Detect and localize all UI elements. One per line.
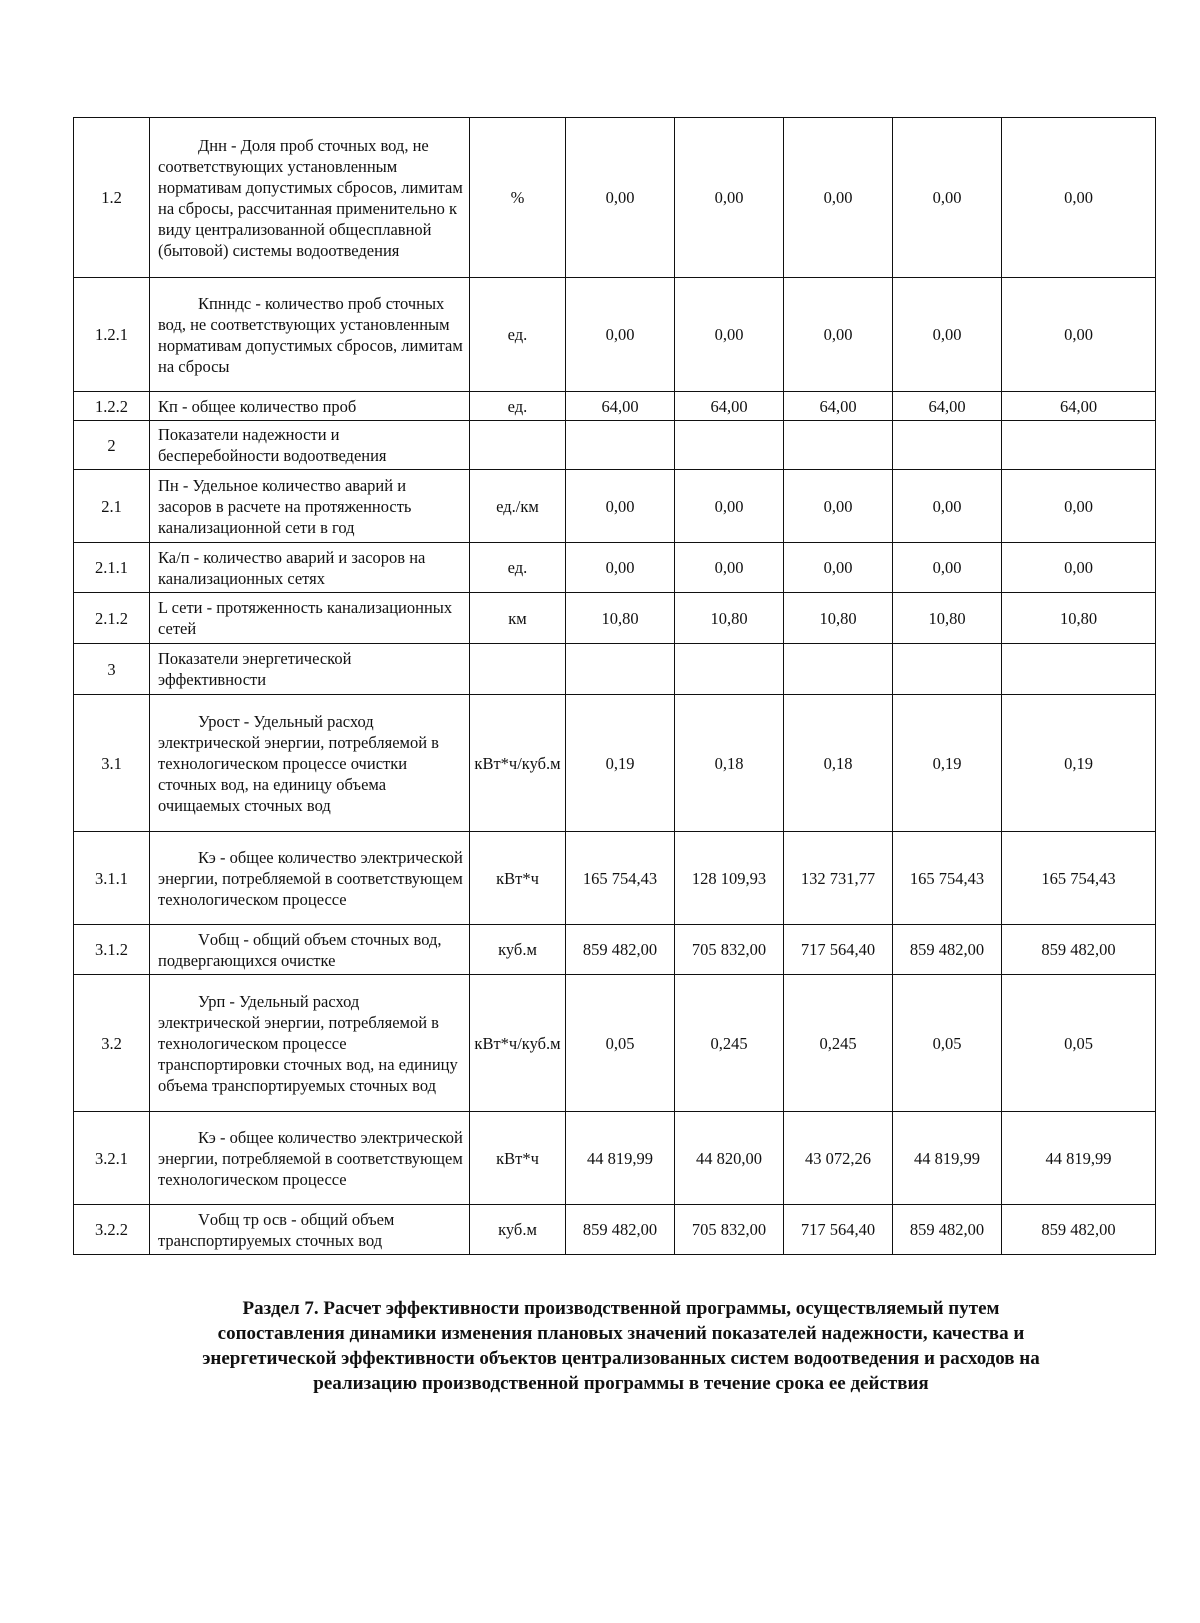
unit-cell: куб.м: [470, 925, 566, 975]
table-row: [74, 118, 1156, 278]
table-row: [74, 593, 1156, 644]
unit-cell: [470, 644, 566, 695]
unit-cell: кВт*ч/куб.м: [470, 695, 566, 832]
table-row: [74, 421, 1156, 470]
unit-cell: кВт*ч: [470, 1112, 566, 1205]
row-number: 1.2.2: [74, 392, 150, 421]
value-cell: [566, 421, 675, 470]
unit-cell: ед.: [470, 278, 566, 392]
value-cell: 165 754,43: [1002, 832, 1156, 925]
row-number: 2.1: [74, 470, 150, 543]
value-cell: [1002, 644, 1156, 695]
value-cell: 10,80: [784, 593, 893, 644]
indicator-name: L сети - протяженность канализационных сетей: [150, 593, 470, 644]
value-cell: 859 482,00: [893, 1205, 1002, 1255]
value-cell: [784, 644, 893, 695]
value-cell: 0,18: [675, 695, 784, 832]
unit-cell: кВт*ч/куб.м: [470, 975, 566, 1112]
value-cell: 165 754,43: [566, 832, 675, 925]
value-cell: 705 832,00: [675, 925, 784, 975]
table-row: [74, 975, 1156, 1112]
value-cell: 0,00: [675, 118, 784, 278]
value-cell: 64,00: [784, 392, 893, 421]
table-row: [74, 1112, 1156, 1205]
value-cell: 0,00: [784, 118, 893, 278]
value-cell: 0,00: [893, 278, 1002, 392]
indicator-name: Урп - Удельный расход электрической энергии, потребляемой в технологическом процессе транспортировки сточных вод, на единицу объема транспортируемых сточных вод: [150, 975, 470, 1112]
value-cell: 10,80: [675, 593, 784, 644]
value-cell: 0,00: [893, 543, 1002, 593]
indicator-name: Показатели энергетической эффективности: [150, 644, 470, 695]
table-row: [74, 543, 1156, 593]
value-cell: 859 482,00: [1002, 925, 1156, 975]
table-row: [74, 832, 1156, 925]
unit-cell: ед./км: [470, 470, 566, 543]
unit-cell: км: [470, 593, 566, 644]
value-cell: 0,00: [784, 278, 893, 392]
value-cell: 0,00: [675, 470, 784, 543]
value-cell: [784, 421, 893, 470]
value-cell: 0,00: [566, 118, 675, 278]
indicators-table: [73, 117, 1156, 1255]
value-cell: 0,00: [675, 278, 784, 392]
value-cell: 10,80: [566, 593, 675, 644]
value-cell: 0,00: [1002, 543, 1156, 593]
value-cell: 705 832,00: [675, 1205, 784, 1255]
indicator-name: Кэ - общее количество электрической энергии, потребляемой в соответствующем технологическом процессе: [150, 832, 470, 925]
value-cell: 0,00: [893, 470, 1002, 543]
row-number: 3.2.1: [74, 1112, 150, 1205]
section-7-heading: [80, 1296, 1162, 1396]
unit-cell: кВт*ч: [470, 832, 566, 925]
value-cell: 0,19: [566, 695, 675, 832]
value-cell: 0,00: [784, 470, 893, 543]
value-cell: 0,00: [784, 543, 893, 593]
indicator-name: Ка/п - количество аварий и засоров на канализационных сетях: [150, 543, 470, 593]
table-row: [74, 695, 1156, 832]
indicator-name: Пн - Удельное количество аварий и засоров в расчете на протяженность канализационной сети в год: [150, 470, 470, 543]
row-number: 1.2: [74, 118, 150, 278]
table-row: [74, 470, 1156, 543]
table-row: [74, 392, 1156, 421]
value-cell: 44 819,99: [566, 1112, 675, 1205]
indicator-name: Кпнндс - количество проб сточных вод, не соответствующих установленным нормативам допустимых сбросов, лимитам на сбросы: [150, 278, 470, 392]
table-row: [74, 644, 1156, 695]
value-cell: 859 482,00: [1002, 1205, 1156, 1255]
table-row: [74, 1205, 1156, 1255]
value-cell: 859 482,00: [566, 1205, 675, 1255]
value-cell: [675, 421, 784, 470]
value-cell: 0,00: [893, 118, 1002, 278]
value-cell: 0,00: [566, 470, 675, 543]
value-cell: 0,245: [675, 975, 784, 1112]
unit-cell: [470, 421, 566, 470]
value-cell: 132 731,77: [784, 832, 893, 925]
unit-cell: ед.: [470, 543, 566, 593]
indicator-name: Кэ - общее количество электрической энергии, потребляемой в соответствующем технологическом процессе: [150, 1112, 470, 1205]
value-cell: 0,00: [566, 278, 675, 392]
value-cell: 10,80: [893, 593, 1002, 644]
value-cell: 0,05: [566, 975, 675, 1112]
indicator-name: Показатели надежности и бесперебойности водоотведения: [150, 421, 470, 470]
unit-cell: ед.: [470, 392, 566, 421]
row-number: 3.2.2: [74, 1205, 150, 1255]
value-cell: 717 564,40: [784, 1205, 893, 1255]
value-cell: 0,18: [784, 695, 893, 832]
heading-line: сопоставления динамики изменения плановых значений показателей надежности, качества и: [217, 1323, 1025, 1344]
value-cell: 64,00: [1002, 392, 1156, 421]
table-row: [74, 925, 1156, 975]
value-cell: [566, 644, 675, 695]
indicator-name: Кп - общее количество проб: [150, 392, 470, 421]
indicator-name: Vобщ - общий объем сточных вод, подвергающихся очистке: [150, 925, 470, 975]
row-number: 3: [74, 644, 150, 695]
value-cell: 0,00: [1002, 278, 1156, 392]
value-cell: 10,80: [1002, 593, 1156, 644]
heading-line: энергетической эффективности объектов централизованных систем водоотведения и расходов на: [202, 1348, 1040, 1369]
value-cell: 165 754,43: [893, 832, 1002, 925]
value-cell: 44 820,00: [675, 1112, 784, 1205]
value-cell: 0,245: [784, 975, 893, 1112]
unit-cell: куб.м: [470, 1205, 566, 1255]
value-cell: [675, 644, 784, 695]
row-number: 1.2.1: [74, 278, 150, 392]
value-cell: [1002, 421, 1156, 470]
heading-line: реализацию производственной программы в течение срока ее действия: [313, 1373, 929, 1394]
row-number: 3.2: [74, 975, 150, 1112]
value-cell: 64,00: [566, 392, 675, 421]
value-cell: 43 072,26: [784, 1112, 893, 1205]
value-cell: 64,00: [675, 392, 784, 421]
value-cell: 0,05: [1002, 975, 1156, 1112]
value-cell: 0,19: [1002, 695, 1156, 832]
indicator-name: Vобщ тр осв - общий объем транспортируемых сточных вод: [150, 1205, 470, 1255]
value-cell: 44 819,99: [893, 1112, 1002, 1205]
indicator-name: Урост - Удельный расход электрической энергии, потребляемой в технологическом процессе очистки сточных вод, на единицу объема очищаемых сточных вод: [150, 695, 470, 832]
value-cell: 64,00: [893, 392, 1002, 421]
value-cell: [893, 644, 1002, 695]
table-row: [74, 278, 1156, 392]
value-cell: [893, 421, 1002, 470]
row-number: 3.1: [74, 695, 150, 832]
value-cell: 859 482,00: [893, 925, 1002, 975]
value-cell: 0,00: [566, 543, 675, 593]
unit-cell: %: [470, 118, 566, 278]
row-number: 2.1.2: [74, 593, 150, 644]
row-number: 2: [74, 421, 150, 470]
value-cell: 44 819,99: [1002, 1112, 1156, 1205]
row-number: 3.1.1: [74, 832, 150, 925]
value-cell: 0,00: [1002, 118, 1156, 278]
value-cell: 717 564,40: [784, 925, 893, 975]
row-number: 2.1.1: [74, 543, 150, 593]
heading-line: Раздел 7. Расчет эффективности производственной программы, осуществляемый путем: [242, 1298, 1000, 1319]
value-cell: 128 109,93: [675, 832, 784, 925]
value-cell: 859 482,00: [566, 925, 675, 975]
value-cell: 0,00: [675, 543, 784, 593]
row-number: 3.1.2: [74, 925, 150, 975]
value-cell: 0,00: [1002, 470, 1156, 543]
value-cell: 0,19: [893, 695, 1002, 832]
indicator-name: Днн - Доля проб сточных вод, не соответствующих установленным нормативам допустимых сбросов, лимитам на сбросы, рассчитанная применительно к виду централизованной общесплавной (бытовой) системы водоотведения: [150, 118, 470, 278]
value-cell: 0,05: [893, 975, 1002, 1112]
